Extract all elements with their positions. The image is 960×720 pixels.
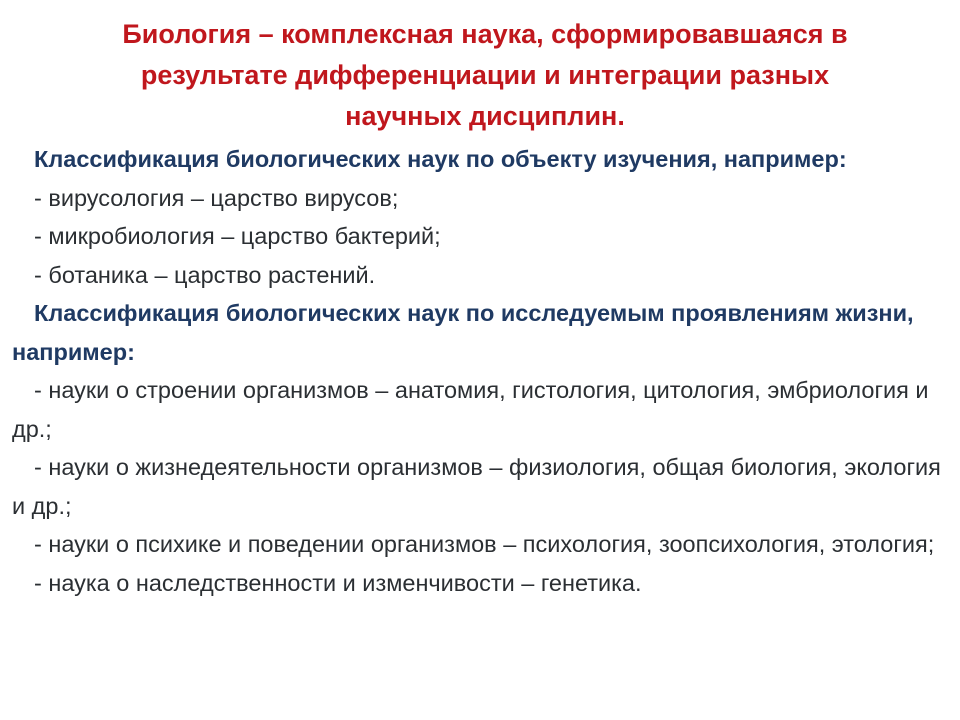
list-item: - ботаника – царство растений. <box>34 261 376 288</box>
title-line-3: научных дисциплин. <box>345 101 625 131</box>
list-item: - науки о психике и поведении организмов – психология, зоопсихология, этология; <box>34 531 935 557</box>
list-item: - микробиология – царство бактерий; <box>34 223 441 249</box>
section-heading-object: Классификация биологических наук по объекту изучения, например: <box>34 146 847 172</box>
section-heading-manifestations: Классификация биологических наук по исследуемым проявлениям жизни, например: <box>12 300 914 365</box>
slide-title <box>40 14 930 137</box>
title-line-1: Биология – комплексная наука, сформировавшаяся в <box>122 19 848 49</box>
list-item: - наука о наследственности и изменчивости – генетика. <box>34 569 642 596</box>
list-item: - науки о строении организмов – анатомия, гистология, цитология, эмбриология и др.; <box>12 377 929 442</box>
list-item: - науки о жизнедеятельности организмов – физиология, общая биология, экология и др.; <box>12 454 941 519</box>
list-item: - вирусология – царство вирусов; <box>34 184 399 211</box>
slide-body <box>12 140 947 602</box>
title-line-2: результате дифференциации и интеграции разных <box>140 60 830 90</box>
